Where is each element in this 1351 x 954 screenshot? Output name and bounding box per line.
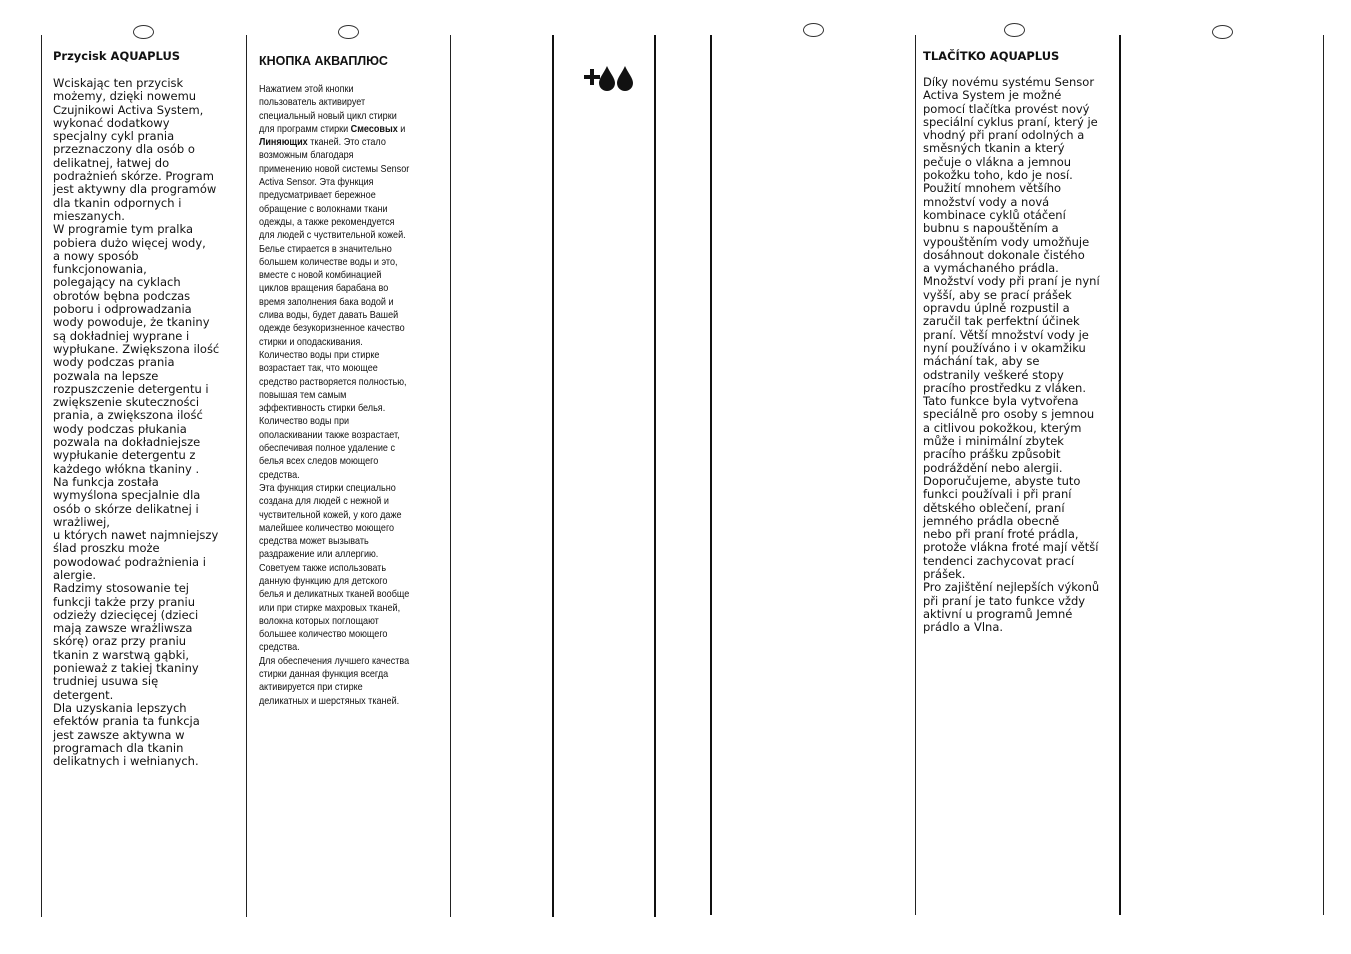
czech-heading: TLAČÍTKO AQUAPLUS [923,49,1060,63]
column-divider [1323,35,1324,915]
language-marker-oval-blank-icon [803,23,824,37]
column-divider [41,35,42,917]
language-marker-oval-right-icon [1212,25,1233,39]
language-marker-oval-czech-icon [1004,23,1025,37]
language-marker-oval-polish-icon [133,25,154,39]
russian-column [259,53,441,708]
column-divider [654,35,656,917]
column-divider [915,35,916,915]
language-marker-oval-russian-icon [338,25,359,39]
russian-bold-fading: Линяющих [259,137,308,149]
polish-column [53,49,233,768]
column-divider [450,35,451,917]
russian-body [259,83,439,708]
column-divider [552,35,554,917]
column-divider [246,35,247,917]
russian-heading: КНОПКА АКВАПЛЮС [259,54,388,68]
czech-body: Díky novému systému Sensor Activa System je možné pomocí tlačítka provést nový speciální cyklus praní, který je vhodný při praní odolných a směsných tkanin a který pečuje o vlákna a jemnou pokožku toho, kdo je nosí. Použití mnohem většího množství vody a nová kombinace cyklů otáčení bubnu s napouštěním a vypouštěním vody umožňuje dosáhnout dokonale čistého a vymáchaného prádla. Množství vody při praní je nyní vyšší, aby se prací prášek opravdu úplně rozpustil a zaručil tak perfektní účinek praní. Větší množství vody je nyní používáno i v okamžiku máchání tak, aby se odstranily veškeré stopy pracího prostředku z vláken. Tato funkce byla vytvořena speciálně pro osoby s jemnou a citlivou pokožkou, kterým může i minimální zbytek pracího prášku způsobit podráždění nebo alergii. Doporučujeme, abyste tuto funkci používali i při praní dětského oblečení, praní jemného prádla obecně nebo při praní froté prádla, protože vlákna froté mají větší tendenci zachycovat prací prášek. Pro zajištění nejlepších výkonů při praní je tato funkce vždy aktivní u programů Jemné prádlo a Vlna. [923,75,1100,635]
polish-body: Wciskając ten przycisk możemy, dzięki nowemu Czujnikowi Activa System, wykonać dodatkowy specjalny cykl prania przeznaczony dla osób o delikatnej, łatwej do podrażnień skórze. Program jest aktywny dla programów dla tkanin odpornych i mieszanych. W programie tym pralka pobiera dużo więcej wody, a nowy sposób funkcjonowania, polegający na cyklach obrotów bębna podczas poboru i odprowadzania wody powoduje, że tkaniny są dokładniej wyprane i wypłukane. Zwiększona ilość wody podczas prania pozwala na lepsze rozpuszczenie detergentu i zwiększenie skuteczności prania, a zwiększona ilość wody podczas płukania pozwala na dokładniejsze wypłukanie detergentu z każdego włókna tkaniny . Na funkcja została wymyślona specjalnie dla osób o skórze delikatnej i wrażliwej, u których nawet najmniejszy ślad proszku może powodować podrażnienia i alergie. Radzimy stosowanie tej funkcji także przy praniu odzieży dziecięcej (dzieci mają zawsze wrażliwsza skórę) oraz przy praniu tkanin z warstwą gąbki, ponieważ z takiej tkaniny trudniej usuwa się detergent. Dla uzyskania lepszych efektów prania ta funkcja jest zawsze aktywna w programach dla tkanin delikatnych i wełnianych. [53,76,220,769]
russian-intro: Нажатием этой кнопки пользователь активирует специальный новый цикл стирки для программ стирки [259,84,397,135]
russian-bold-blended: Смесовых [350,123,398,135]
aquaplus-plus-two-drops-icon [584,64,636,92]
czech-column [923,49,1115,634]
russian-body-rest: тканей. Это стало возможным благодаря применению новой системы Sensor Activa Sensor. Эта функция предусматривает бережное обращение с волокнами ткани одежды, а также рекомендуется для людей с чуствительной кожей. Белье стирается в значительно большем количестве воды и это, вместе с новой комбинацией циклов вращения барабана во время заполнения бака водой и слива воды, будет давать Вашей одежде безукоризненное качество стирки и оподаскивания. Количество воды при стирке возрастает так, что моющее средство растворяется полностью, повышая тем самым эффективность стирки белья. Количество воды при ополаскивании также возрастает, обеспечивая полное удаление с белья всех следов моющего средства. Эта функция стирки специально создана для людей с нежной и чуствительной кожей, у кого даже малейшее количество моющего средства может вызывать раздражение или аллергию. Советуем также использовать данную функцию для детского белья и деликатных тканей вообще или при стирке махровых тканей, волокна которых поглощают большее количество моющего средства. Для обеспечения лучшего качества стирки данная функция всегда активируется при стирке деликатных и шерстяных тканей. [259,137,410,707]
polish-heading: Przycisk AQUAPLUS [53,49,181,63]
column-divider [1119,35,1121,915]
russian-and: и [400,123,406,135]
column-divider [710,35,712,915]
